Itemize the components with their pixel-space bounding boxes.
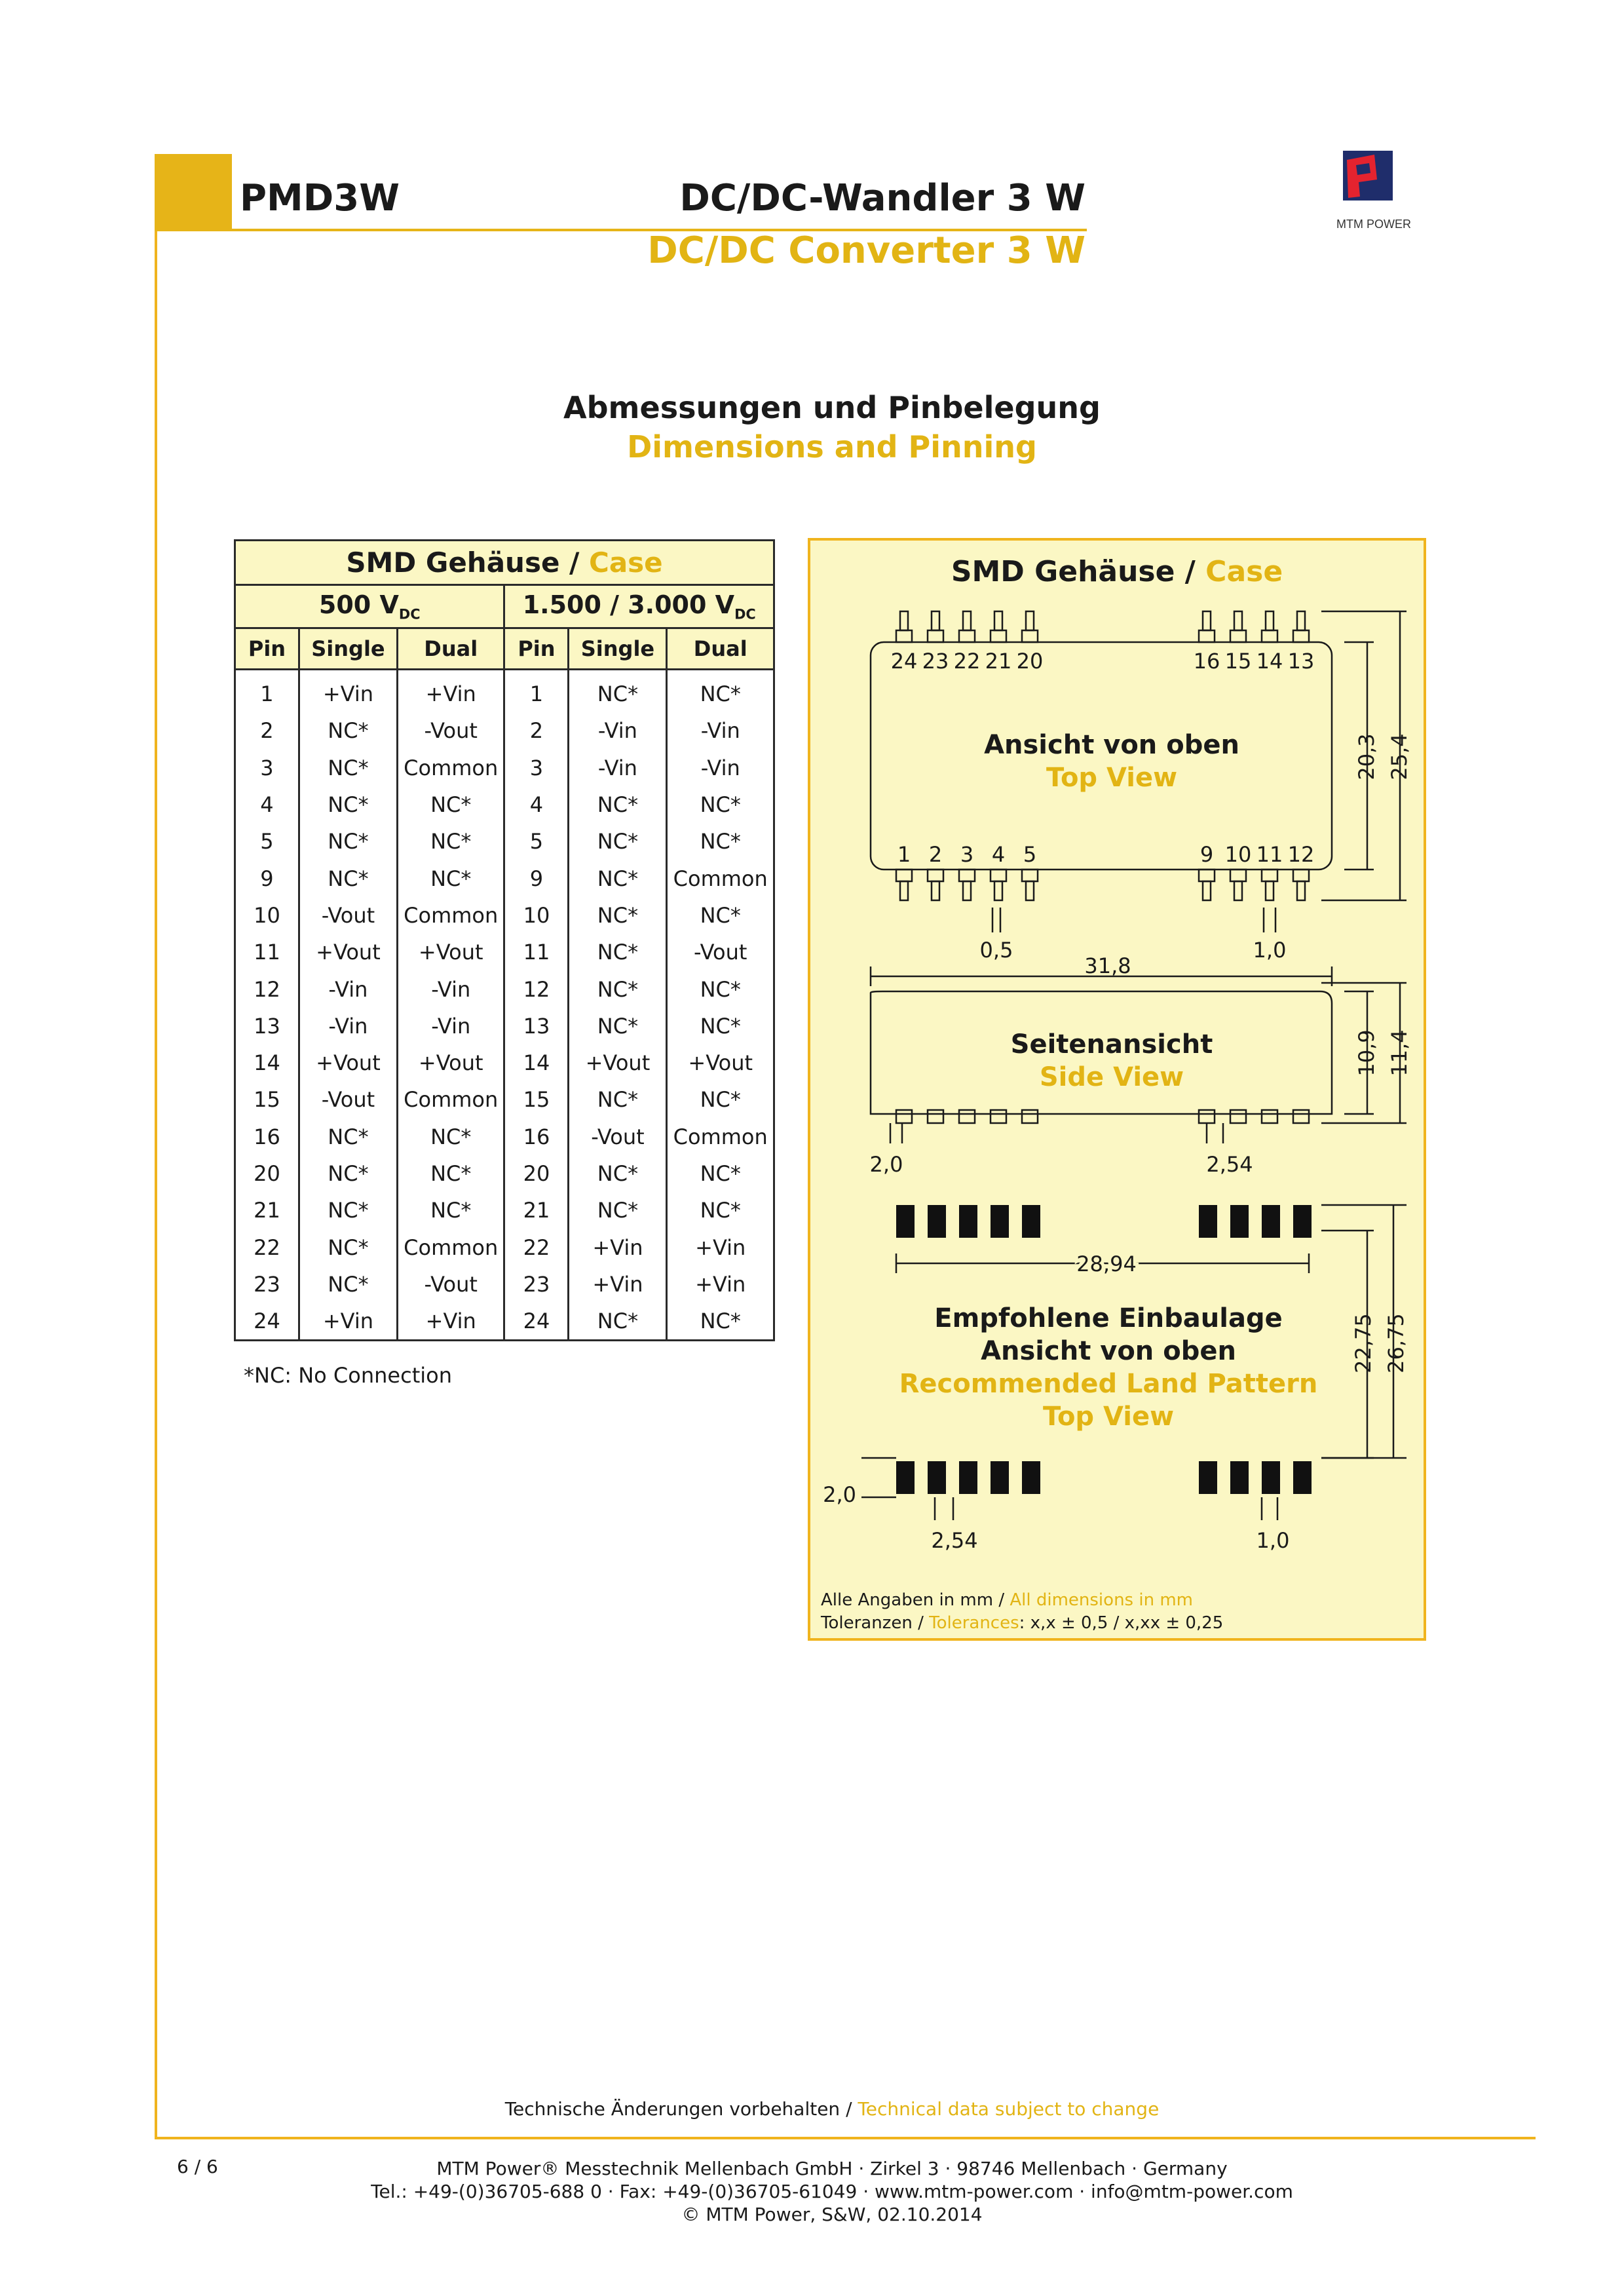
top-view-pins-bottom xyxy=(896,870,1309,900)
title-en: DC/DC Converter 3 W xyxy=(647,229,1086,272)
land-pattern-title-de-2: Ansicht von oben xyxy=(981,1336,1236,1366)
table-row: 15 -Vout Common 15 NC* NC* xyxy=(235,1081,774,1118)
svg-text:2,54: 2,54 xyxy=(1206,1152,1253,1177)
mtm-power-logo xyxy=(1336,151,1435,236)
land-pads-bottom xyxy=(896,1461,1312,1494)
svg-text:13: 13 xyxy=(1287,649,1315,674)
section-title-en: Dimensions and Pinning xyxy=(627,429,1037,465)
svg-text:21: 21 xyxy=(985,649,1012,674)
land-pads-top xyxy=(896,1205,1312,1238)
change-notice: Technische Änderungen vorbehalten / Technical data subject to change xyxy=(504,2098,1160,2120)
table-row: 21 NC* NC* 21 NC* NC* xyxy=(235,1192,774,1229)
land-pattern-title-de-1: Empfohlene Einbaulage xyxy=(934,1303,1283,1333)
table-row: 1 +Vin +Vin 1 NC* NC* xyxy=(235,670,774,713)
header-corner-block xyxy=(155,154,232,231)
side-view-title-en: Side View xyxy=(1039,1062,1184,1092)
table-row: 5 NC* NC* 5 NC* NC* xyxy=(235,823,774,860)
drawing-title: SMD Gehäuse / Case xyxy=(951,555,1283,588)
land-pattern-title-en-2: Top View xyxy=(1042,1402,1175,1432)
col-single: Single xyxy=(569,628,667,670)
title-de: DC/DC-Wandler 3 W xyxy=(679,177,1086,220)
group-1500-3000v: 1.500 / 3.000 $V_{DC}$ xyxy=(504,585,774,628)
top-view-pins-top xyxy=(896,611,1309,642)
svg-text:28,94: 28,94 xyxy=(1076,1252,1137,1276)
section-title-de: Abmessungen und Pinbelegung xyxy=(563,390,1101,425)
nc-footnote: *NC: No Connection xyxy=(244,1363,452,1388)
company-address: MTM Power® Messtechnik Mellenbach GmbH · Zirkel 3 · 98746 Mellenbach · Germany xyxy=(436,2158,1228,2179)
svg-text:14: 14 xyxy=(1256,649,1283,674)
svg-text:25,4: 25,4 xyxy=(1387,733,1412,780)
table-title: SMD Gehäuse / Case xyxy=(235,541,774,585)
svg-text:2: 2 xyxy=(928,842,943,867)
svg-text:26,75: 26,75 xyxy=(1384,1313,1408,1373)
dimension-drawing xyxy=(810,541,1429,1643)
table-row: 3 NC* Common 3 -Vin -Vin xyxy=(235,750,774,786)
col-single: Single xyxy=(299,628,397,670)
svg-text:10,9: 10,9 xyxy=(1354,1029,1379,1077)
top-view-title-en: Top View xyxy=(1046,763,1178,793)
product-model: PMD3W xyxy=(240,177,400,220)
svg-text:4: 4 xyxy=(991,842,1006,867)
svg-text:1: 1 xyxy=(897,842,911,867)
col-dual: Dual xyxy=(667,628,774,670)
dimension-drawing-box xyxy=(808,538,1426,1641)
col-pin: Pin xyxy=(504,628,569,670)
svg-text:9: 9 xyxy=(1199,842,1214,867)
svg-text:0,5: 0,5 xyxy=(979,938,1013,963)
top-view-title-de: Ansicht von oben xyxy=(984,730,1239,760)
svg-text:22: 22 xyxy=(953,649,981,674)
svg-text:31,8: 31,8 xyxy=(1084,953,1131,978)
svg-text:23: 23 xyxy=(922,649,949,674)
svg-text:2,0: 2,0 xyxy=(823,1482,856,1507)
table-row: 23 NC* -Vout 23 +Vin +Vin xyxy=(235,1266,774,1303)
table-row: 13 -Vin -Vin 13 NC* NC* xyxy=(235,1008,774,1044)
svg-text:16: 16 xyxy=(1193,649,1220,674)
svg-text:2,54: 2,54 xyxy=(931,1528,978,1553)
svg-text:24: 24 xyxy=(890,649,918,674)
svg-text:11: 11 xyxy=(1256,842,1283,867)
table-row: 11 +Vout +Vout 11 NC* -Vout xyxy=(235,934,774,970)
table-row: 22 NC* Common 22 +Vin +Vin xyxy=(235,1229,774,1265)
company-footer xyxy=(0,2157,1624,2226)
page-number: 6 / 6 xyxy=(177,2156,218,2177)
svg-text:1,0: 1,0 xyxy=(1256,1528,1290,1553)
svg-text:15: 15 xyxy=(1224,649,1252,674)
group-500v: 500 $V_{DC}$ xyxy=(235,585,504,628)
page-frame-bottom xyxy=(155,2137,1536,2139)
company-contact: Tel.: +49-(0)36705-688 0 · Fax: +49-(0)36705-61049 · www.mtm-power.com · info@mtm-power.com xyxy=(371,2181,1293,2202)
pinning-table xyxy=(234,539,775,1341)
table-row: 24 +Vin +Vin 24 NC* NC* xyxy=(235,1303,774,1341)
copyright: © MTM Power, S&W, 02.10.2014 xyxy=(681,2204,983,2225)
col-pin: Pin xyxy=(235,628,299,670)
logo-brand-text: MTM POWER xyxy=(1336,218,1411,231)
table-row: 2 NC* -Vout 2 -Vin -Vin xyxy=(235,712,774,749)
table-row: 14 +Vout +Vout 14 +Vout +Vout xyxy=(235,1044,774,1081)
table-row: 4 NC* NC* 4 NC* NC* xyxy=(235,786,774,823)
svg-text:10: 10 xyxy=(1224,842,1252,867)
side-view-title-de: Seitenansicht xyxy=(1010,1029,1213,1060)
svg-text:22,75: 22,75 xyxy=(1351,1313,1376,1373)
table-row: 9 NC* NC* 9 NC* Common xyxy=(235,860,774,896)
side-view-pins xyxy=(896,1110,1309,1123)
col-dual: Dual xyxy=(397,628,504,670)
land-pattern-title-en-1: Recommended Land Pattern xyxy=(899,1369,1318,1399)
svg-text:20,3: 20,3 xyxy=(1354,733,1379,780)
units-note: Alle Angaben in mm / All dimensions in mm Toleranzen / Tolerances: x,x ± 0,5 / x,xx ± 0,25 xyxy=(821,1590,1224,1633)
table-row: 20 NC* NC* 20 NC* NC* xyxy=(235,1155,774,1192)
svg-text:2,0: 2,0 xyxy=(869,1152,903,1177)
svg-text:3: 3 xyxy=(960,842,974,867)
table-row: 12 -Vin -Vin 12 NC* NC* xyxy=(235,970,774,1007)
table-row: 10 -Vout Common 10 NC* NC* xyxy=(235,897,774,934)
svg-text:12: 12 xyxy=(1287,842,1315,867)
svg-text:5: 5 xyxy=(1023,842,1037,867)
svg-text:1,0: 1,0 xyxy=(1253,938,1287,963)
svg-text:11,4: 11,4 xyxy=(1387,1029,1412,1077)
table-row: 16 NC* NC* 16 -Vout Common xyxy=(235,1119,774,1155)
svg-text:20: 20 xyxy=(1016,649,1044,674)
